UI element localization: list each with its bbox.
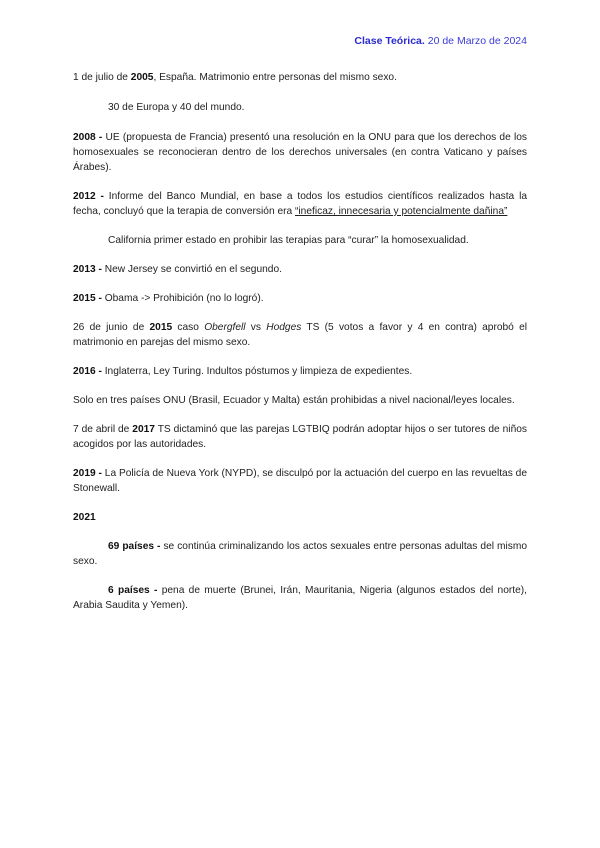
year-2015: 2015 bbox=[149, 322, 173, 333]
year-2016: 2016 - bbox=[73, 366, 102, 377]
underlined-quote: “ineficaz, innecesaria y potencialmente dañina” bbox=[295, 206, 508, 217]
text: TS dictaminó que las parejas LGTBIQ podrán adoptar hijos o ser tutores de niños acogidos por las autoridades. bbox=[73, 424, 527, 450]
paragraph-2005 bbox=[73, 70, 527, 85]
text: La Policía de Nueva York (NYPD), se disculpó por la actuación del cuerpo en las revueltas de Stonewall. bbox=[73, 468, 527, 494]
paragraph-2012 bbox=[73, 189, 527, 219]
year-2008: 2008 - bbox=[73, 132, 103, 143]
text: Inglaterra, Ley Turing. Indultos póstumos y limpieza de expedientes. bbox=[101, 366, 413, 377]
paragraph-6-paises bbox=[73, 583, 527, 613]
paragraph-2015-case bbox=[73, 320, 527, 350]
paragraph-onu bbox=[73, 393, 527, 408]
year-2013: 2013 - bbox=[73, 264, 102, 275]
text: Informe del Banco Mundial, en base a todos los estudios científicos realizados hasta la fecha, concluyó que la terapia de conversión era bbox=[73, 191, 527, 217]
paragraph-2015-obama bbox=[73, 291, 527, 306]
text: California primer estado en prohibir las terapias para “curar” la homosexualidad. bbox=[108, 235, 469, 246]
paragraph-2019 bbox=[73, 466, 527, 496]
case-name: Hodges bbox=[266, 322, 302, 333]
paragraph-2008 bbox=[73, 130, 527, 175]
text: 7 de abril de bbox=[73, 424, 133, 435]
year-2019: 2019 - bbox=[73, 468, 102, 479]
paragraph-2021 bbox=[73, 510, 527, 525]
text: caso bbox=[172, 322, 205, 333]
count-label: 6 países - bbox=[108, 585, 158, 596]
text: Obama -> Prohibición (no lo logró). bbox=[101, 293, 264, 304]
paragraph-california bbox=[73, 233, 527, 248]
paragraph-69-paises bbox=[73, 539, 527, 569]
paragraph-2017 bbox=[73, 422, 527, 452]
paragraph-2013 bbox=[73, 262, 527, 277]
year-2012: 2012 - bbox=[73, 191, 104, 202]
header-title: Clase Teórica. bbox=[354, 35, 425, 47]
text: , España. Matrimonio entre personas del mismo sexo. bbox=[153, 72, 397, 83]
text: UE (propuesta de Francia) presentó una resolución en la ONU para que los derechos de los homosexuales se reconocieran dentro de los derechos universales (en contra Vaticano y países Árabes). bbox=[73, 132, 527, 173]
year-2015: 2015 - bbox=[73, 293, 102, 304]
text: vs bbox=[245, 322, 267, 333]
count-label: 69 países - bbox=[108, 541, 161, 552]
case-name: Obergfell bbox=[204, 322, 246, 333]
text: se continúa criminalizando los actos sexuales entre personas adultas del mismo sexo. bbox=[73, 541, 527, 567]
document-body bbox=[73, 70, 527, 613]
page-header bbox=[354, 35, 527, 47]
year-2021: 2021 bbox=[73, 512, 96, 523]
text: 26 de junio de bbox=[73, 322, 150, 333]
text: Solo en tres países ONU (Brasil, Ecuador y Malta) están prohibidas a nivel nacional/leyes locales. bbox=[73, 395, 515, 406]
header-date: 20 de Marzo de 2024 bbox=[427, 35, 527, 47]
paragraph-europe bbox=[73, 100, 527, 115]
text: 1 de julio de bbox=[73, 72, 131, 83]
year-2017: 2017 bbox=[132, 424, 155, 435]
paragraph-2016 bbox=[73, 364, 527, 379]
text: pena de muerte (Brunei, Irán, Mauritania, Nigeria (algunos estados del norte), Arabia Saudita y Yemen). bbox=[73, 585, 527, 611]
year-2005: 2005 bbox=[130, 72, 154, 83]
text: TS (5 votos a favor y 4 en contra) aprobó el matrimonio en parejas del mismo sexo. bbox=[73, 322, 528, 348]
text: 30 de Europa y 40 del mundo. bbox=[108, 102, 245, 113]
text: New Jersey se convirtió en el segundo. bbox=[101, 264, 282, 275]
